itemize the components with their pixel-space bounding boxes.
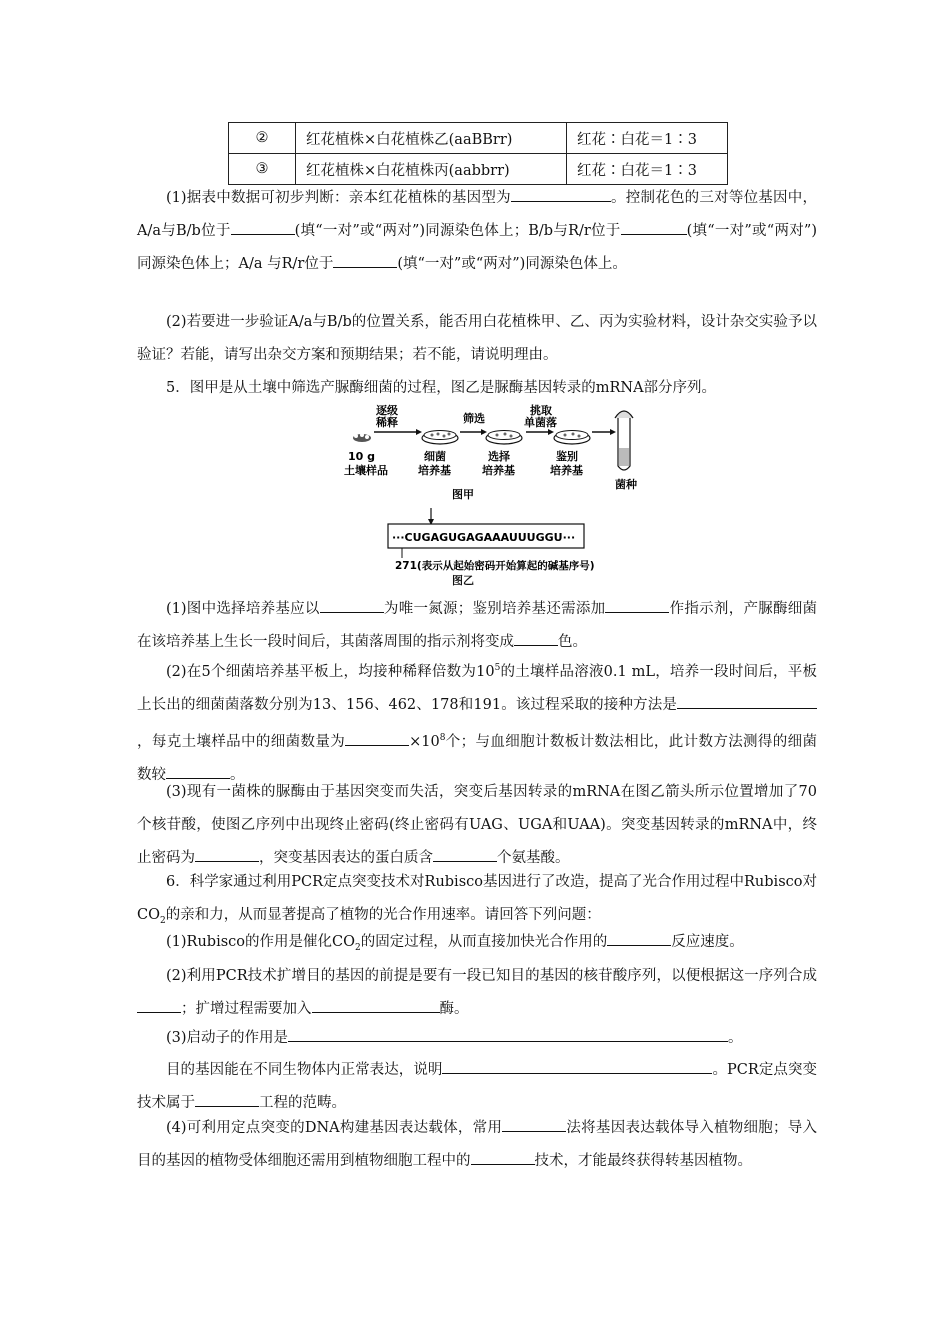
medium2-label: 培养基 [482,464,515,477]
table-row [229,154,728,185]
answer-blank[interactable] [333,253,397,268]
q5-intro: 5．图甲是从土壤中筛选产脲酶细菌的过程，图乙是脲酶基因转录的mRNA部分序列。 [166,380,717,396]
step-screen-label: 筛选 [463,412,485,425]
q5-part2: (2)在5个细菌培养基平板上，均接种稀释倍数为$10^5$的土壤样品溶液0.1 mL，培养一段时间后，平板上长出的细菌菌落数分别为13、156、462、178和191。该过程采取的接种方法是，每克土壤样品中的细菌数量为 $\times 10^8$个；与血细胞计数板计数法相比，此计数方法测得的细菌数较 。 [137,663,818,783]
q6-part3-continued: 目的基因能在不同生物体内正常表达，说明 。PCR定点突变技术属于 工程的范畴。 [137,1054,817,1120]
cross-combination: 红花植株×白花植株丙(aabbrr) [296,154,567,185]
q6-part2: (2)利用PCR技术扩增目的基因的前提是要有一段已知目的基因的核苷酸序列，以便根据这一序列合成；扩增过程需要加入 酶。 [137,960,817,1026]
q5-figure [340,398,640,578]
answer-blank[interactable] [231,220,295,235]
answer-blank[interactable] [312,998,440,1013]
q6-part4: (4)可利用定点突变的DNA构建基因表达载体，常用 法将基因表达载体导入植物细胞；导入目的基因的植物受体细胞还需用到植物细胞工程中的 技术，才能最终获得转基因植物。 [137,1112,817,1178]
figure-a-caption: 图甲 [452,488,474,501]
answer-blank[interactable] [677,694,817,709]
identification-medium-plate-icon [554,431,590,445]
medium2-label: 选择 [488,450,510,463]
cross-result-table [228,122,728,185]
step-pick-label: 挑取 [530,404,552,417]
answer-blank[interactable] [442,1059,712,1074]
answer-blank[interactable] [511,187,611,202]
table-row [229,123,728,154]
medium1-label: 细菌 [424,450,446,463]
q6-intro: 6．科学家通过利用PCR定点突变技术对Rubisco基因进行了改造，提高了光合作用过程中Rubisco对$CO_2$的亲和力，从而显著提高了植物的光合作用速率。请回答下列问题： [137,874,817,926]
step-dilution-label: 稀释 [376,416,398,429]
answer-blank[interactable] [137,998,181,1013]
answer-blank[interactable] [195,1092,259,1107]
soil-sample-icon [353,433,371,442]
answer-blank[interactable] [502,1117,566,1132]
step-dilution-label: 逐级 [376,404,398,417]
q6-part3: (3)启动子的作用是 。 [137,1022,817,1055]
answer-blank[interactable] [607,931,671,946]
medium1-label: 培养基 [418,464,451,477]
medium3-label: 培养基 [550,464,583,477]
answer-blank[interactable] [433,847,497,862]
mrna-sequence: ···CUGAGUGAGAAAUUUGGU··· [392,531,576,544]
cross-number: ② [229,123,296,154]
cross-number: ③ [229,154,296,185]
answer-blank[interactable] [621,220,687,235]
bacteria-medium-plate-icon [422,431,458,445]
medium3-label: 鉴别 [556,450,578,463]
answer-blank[interactable] [288,1027,728,1042]
selective-medium-plate-icon [486,431,522,445]
cross-result: 红花∶白花＝1∶3 [567,123,728,154]
sequence-position-note: 271(表示从起始密码开始算起的碱基序号) [395,560,595,572]
answer-blank[interactable] [605,598,669,613]
q4-part2: (2)若要进一步验证A/a与B/b的位置关系，能否用白花植株甲、乙、丙为实验材料，设计杂交实验予以验证？若能，请写出杂交方案和预期结果；若不能，请说明理由。 [137,314,817,363]
q5-part1: (1)图中选择培养基应以 为唯一氮源；鉴别培养基还需添加 作指示剂，产脲酶细菌在该培养基上生长一段时间后，其菌落周围的指示剂将变成 色。 [137,593,817,659]
soil-mass-label: 10 g [348,450,376,463]
answer-blank[interactable] [471,1150,535,1165]
answer-blank[interactable] [320,598,384,613]
cross-combination: 红花植株×白花植株乙(aaBBrr) [296,123,567,154]
answer-blank[interactable] [514,631,558,646]
cross-result: 红花∶白花＝1∶3 [567,154,728,185]
answer-blank[interactable] [195,847,259,862]
figure-b-caption: 图乙 [452,574,474,587]
q6-part1: (1)Rubisco的作用是催化$CO_2$的固定过程，从而直接加快光合作用的 反应速度。 [137,926,817,965]
test-tube-icon [615,411,633,470]
soil-sample-label: 土壤样品 [344,464,388,477]
answer-blank[interactable] [345,731,409,746]
q5-part3: (3)现有一菌株的脲酶由于基因突变而失活，突变后基因转录的mRNA在图乙箭头所示位置增加了70个核苷酸，使图乙序列中出现终止密码(终止密码有UAG、UGA和UAA)。突变基因转录的mRNA中，终止密码为 ，突变基因表达的蛋白质含 个氨基酸。 [137,784,817,866]
step-pick-label: 单菌落 [524,416,557,429]
q4-part1: (1)据表中数据可初步判断：亲本红花植株的基因型为 。控制花色的三对等位基因中，A/a与B/b位于 (填“一对”或“两对”)同源染色体上；B/b与R/r位于 (填“一对”或“两对”)同源染色体上；A/a 与R/r位于 (填“一对”或“两对”)同源染色体上。 [137,182,817,281]
strain-label: 菌种 [615,478,637,491]
